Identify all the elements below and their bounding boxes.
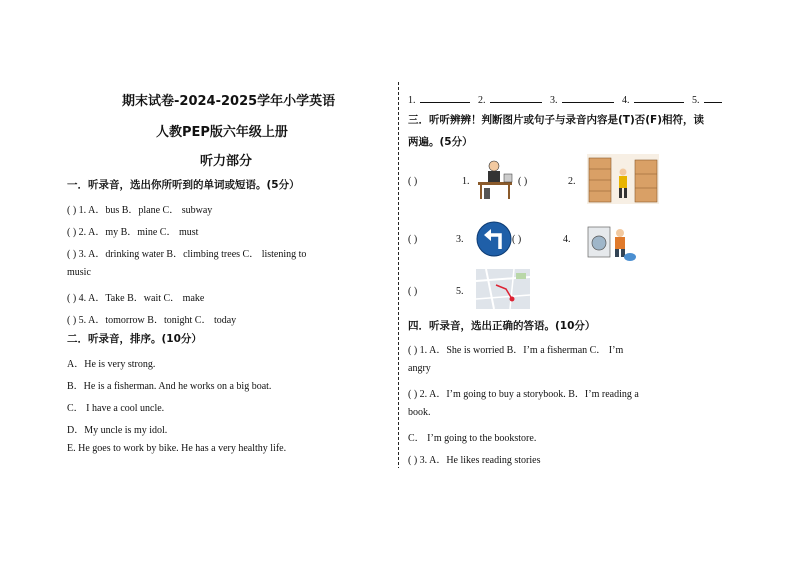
s3-num-4: 4. xyxy=(563,234,571,245)
column-divider xyxy=(398,82,399,468)
exam-subtitle: 人教PEP版六年级上册 xyxy=(156,125,288,140)
s1-item-5: ( ) 5. A．tomorrow B．tonight C． today xyxy=(67,315,237,326)
s2-item-d: D．My uncle is my idol. xyxy=(67,425,168,436)
s3-num-1: 1. xyxy=(462,176,470,187)
s2-item-b: B．He is a fisherman. And he works on a big boat. xyxy=(67,381,272,392)
answer-blank-3[interactable] xyxy=(562,92,614,103)
answer-blank-4[interactable] xyxy=(634,92,684,103)
turn-left-sign-image xyxy=(476,221,512,257)
section-1-heading: 一．听录音，选出你所听到的单词或短语。(5分） xyxy=(67,179,300,191)
section-4-heading: 四．听录音，选出正确的答语。(10分） xyxy=(408,320,596,332)
office-worker-image xyxy=(474,158,516,200)
part-title: 听力部分 xyxy=(200,154,253,169)
s1-item-3-cont: music xyxy=(67,267,91,278)
answer-blank-5[interactable] xyxy=(704,92,722,103)
s4-item-2: ( ) 2. A．I’m going to buy a storybook. B．I’m reading a xyxy=(408,389,639,400)
s3-num-3: 3. xyxy=(456,234,464,245)
warehouse-worker-image xyxy=(587,154,659,204)
s4-item-2-cont: book. xyxy=(408,407,431,418)
section-2-heading: 二．听录音，排序。(10分） xyxy=(67,333,202,345)
s2-item-a: A．He is very strong. xyxy=(67,359,156,370)
answer-line: 1. 2. 3. 4. 5. xyxy=(408,92,728,106)
s4-item-3: ( ) 3. A．He likes reading stories xyxy=(408,455,541,466)
s3-paren-4: ( ) xyxy=(512,234,522,245)
s4-item-1-cont: angry xyxy=(408,363,431,374)
s3-paren-2: ( ) xyxy=(518,176,528,187)
s4-item-2-c: C． I’m going to the bookstore. xyxy=(408,433,537,444)
washing-clothes-image xyxy=(586,221,636,263)
s1-item-1: ( ) 1. A．bus B．plane C． subway xyxy=(67,205,213,216)
s2-item-c: C． I have a cool uncle. xyxy=(67,403,165,414)
map-image xyxy=(476,269,530,309)
s2-item-e: E. He goes to work by bike. He has a very healthy life. xyxy=(67,443,287,454)
section-3-heading-1: 三．听听辨辨！判断图片或句子与录音内容是(T)否(F)相符，读 xyxy=(408,114,705,126)
s3-paren-3: ( ) xyxy=(408,234,418,245)
s3-paren-5: ( ) xyxy=(408,286,418,297)
s1-item-2: ( ) 2. A．my B．mine C． must xyxy=(67,227,199,238)
s3-paren-1: ( ) xyxy=(408,176,418,187)
s1-item-4: ( ) 4. A．Take B．wait C． make xyxy=(67,293,205,304)
s3-num-2: 2. xyxy=(568,176,576,187)
s1-item-3: ( ) 3. A．drinking water B．climbing trees C． listening to xyxy=(67,249,307,260)
s3-num-5: 5. xyxy=(456,286,464,297)
exam-title: 期末试卷-2024-2025学年小学英语 xyxy=(122,94,336,109)
s4-item-1: ( ) 1. A．She is worried B．I’m a fisherman C． I’m xyxy=(408,345,624,356)
section-3-heading-2: 两遍。(5分） xyxy=(408,136,473,148)
answer-blank-2[interactable] xyxy=(490,92,542,103)
answer-blank-1[interactable] xyxy=(420,92,470,103)
